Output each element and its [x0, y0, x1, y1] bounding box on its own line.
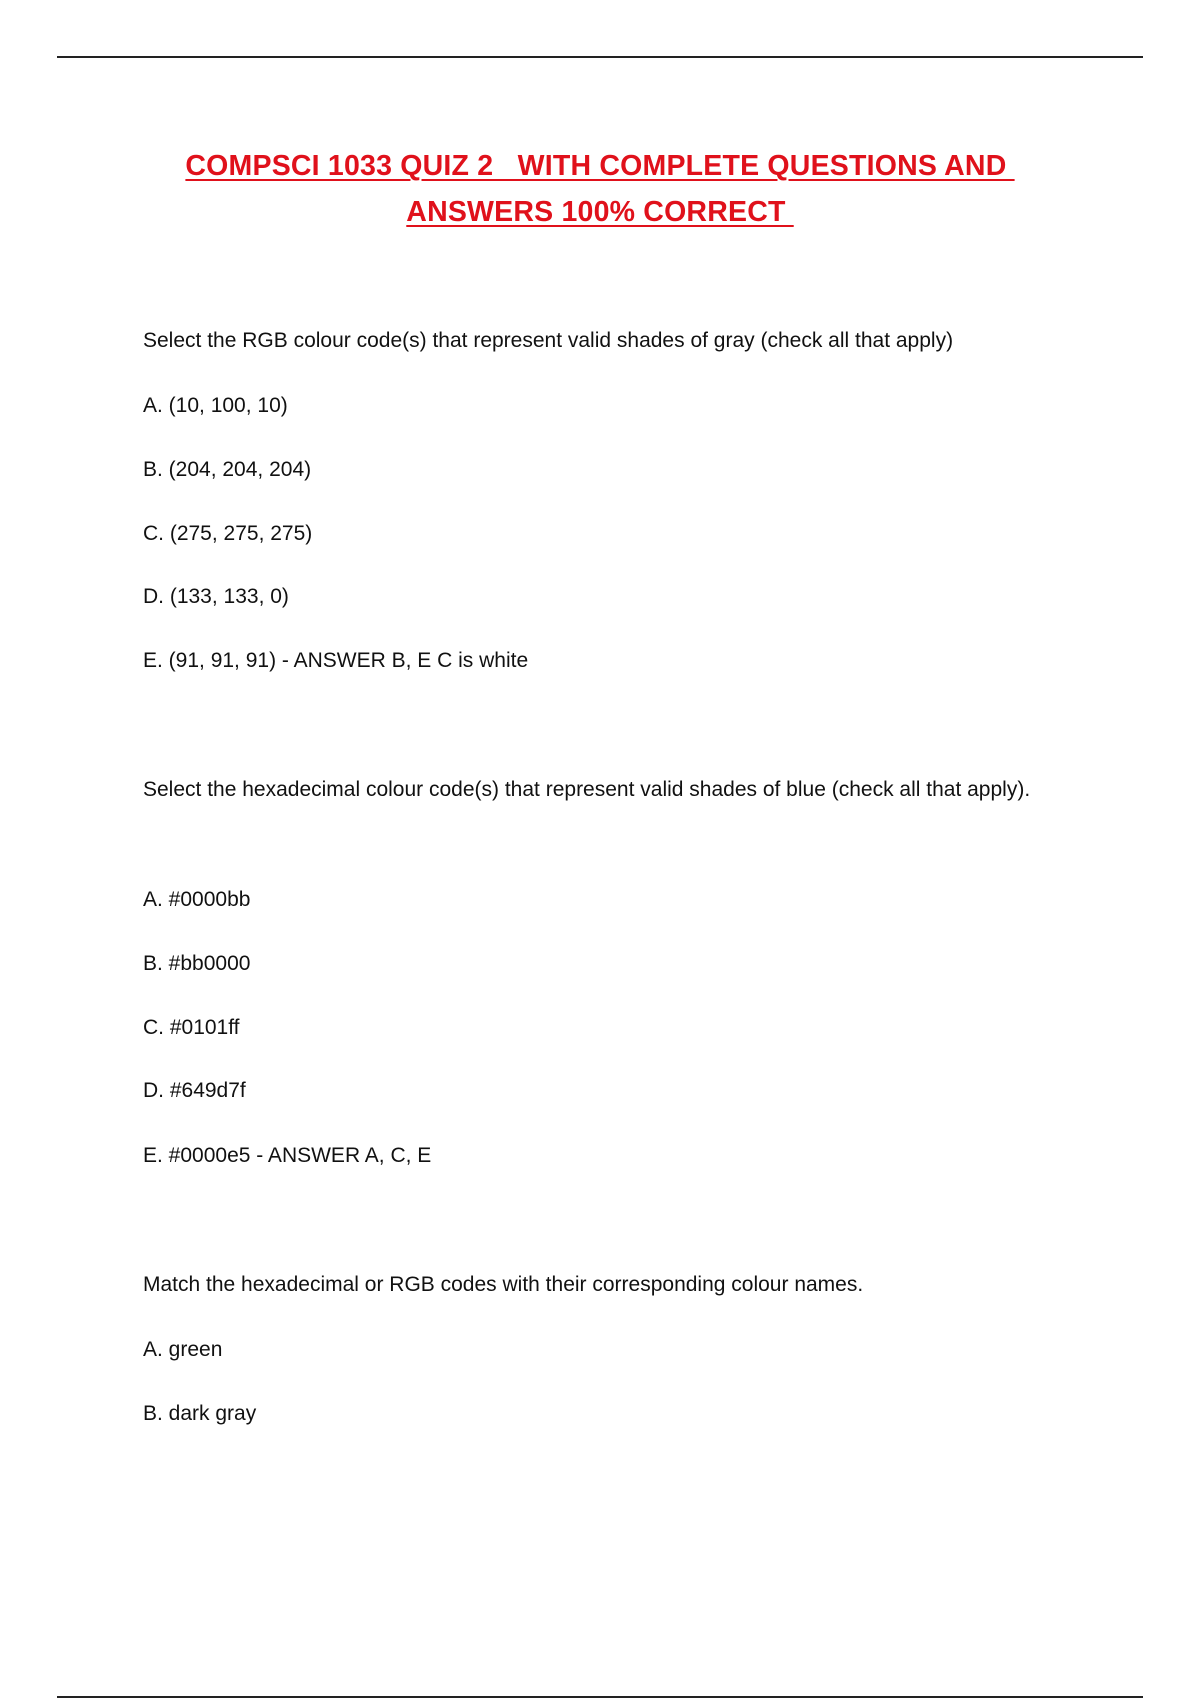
question-1-option-b: B. (204, 204, 204)	[143, 458, 312, 481]
question-3-option-a: A. green	[143, 1338, 223, 1361]
title-line-2: ANSWERS 100% CORRECT	[406, 196, 794, 228]
question-1-prompt: Select the RGB colour code(s) that represent valid shades of gray (check all that apply)	[143, 329, 954, 352]
question-3-prompt: Match the hexadecimal or RGB codes with their corresponding colour names.	[143, 1273, 864, 1296]
document-title	[150, 143, 1050, 235]
question-1-option-e-answer: E. (91, 91, 91) - ANSWER B, E C is white	[143, 649, 529, 672]
top-rule	[57, 56, 1143, 58]
question-1-option-a: A. (10, 100, 10)	[143, 394, 288, 417]
question-1-option-c: C. (275, 275, 275)	[143, 522, 313, 545]
question-2-option-e-answer: E. #0000e5 - ANSWER A, C, E	[143, 1144, 432, 1167]
question-2-option-b: B. #bb0000	[143, 952, 251, 975]
question-2-option-c: C. #0101ff	[143, 1016, 240, 1039]
question-2-option-d: D. #649d7f	[143, 1079, 246, 1102]
question-2-prompt: Select the hexadecimal colour code(s) that represent valid shades of blue (check all that apply).	[143, 778, 1031, 801]
question-2-option-a: A. #0000bb	[143, 888, 251, 911]
question-1-option-d: D. (133, 133, 0)	[143, 585, 289, 608]
title-line-1: COMPSCI 1033 QUIZ 2 WITH COMPLETE QUESTIONS AND	[185, 150, 1015, 182]
bottom-rule	[57, 1696, 1143, 1698]
question-3-option-b: B. dark gray	[143, 1402, 257, 1425]
